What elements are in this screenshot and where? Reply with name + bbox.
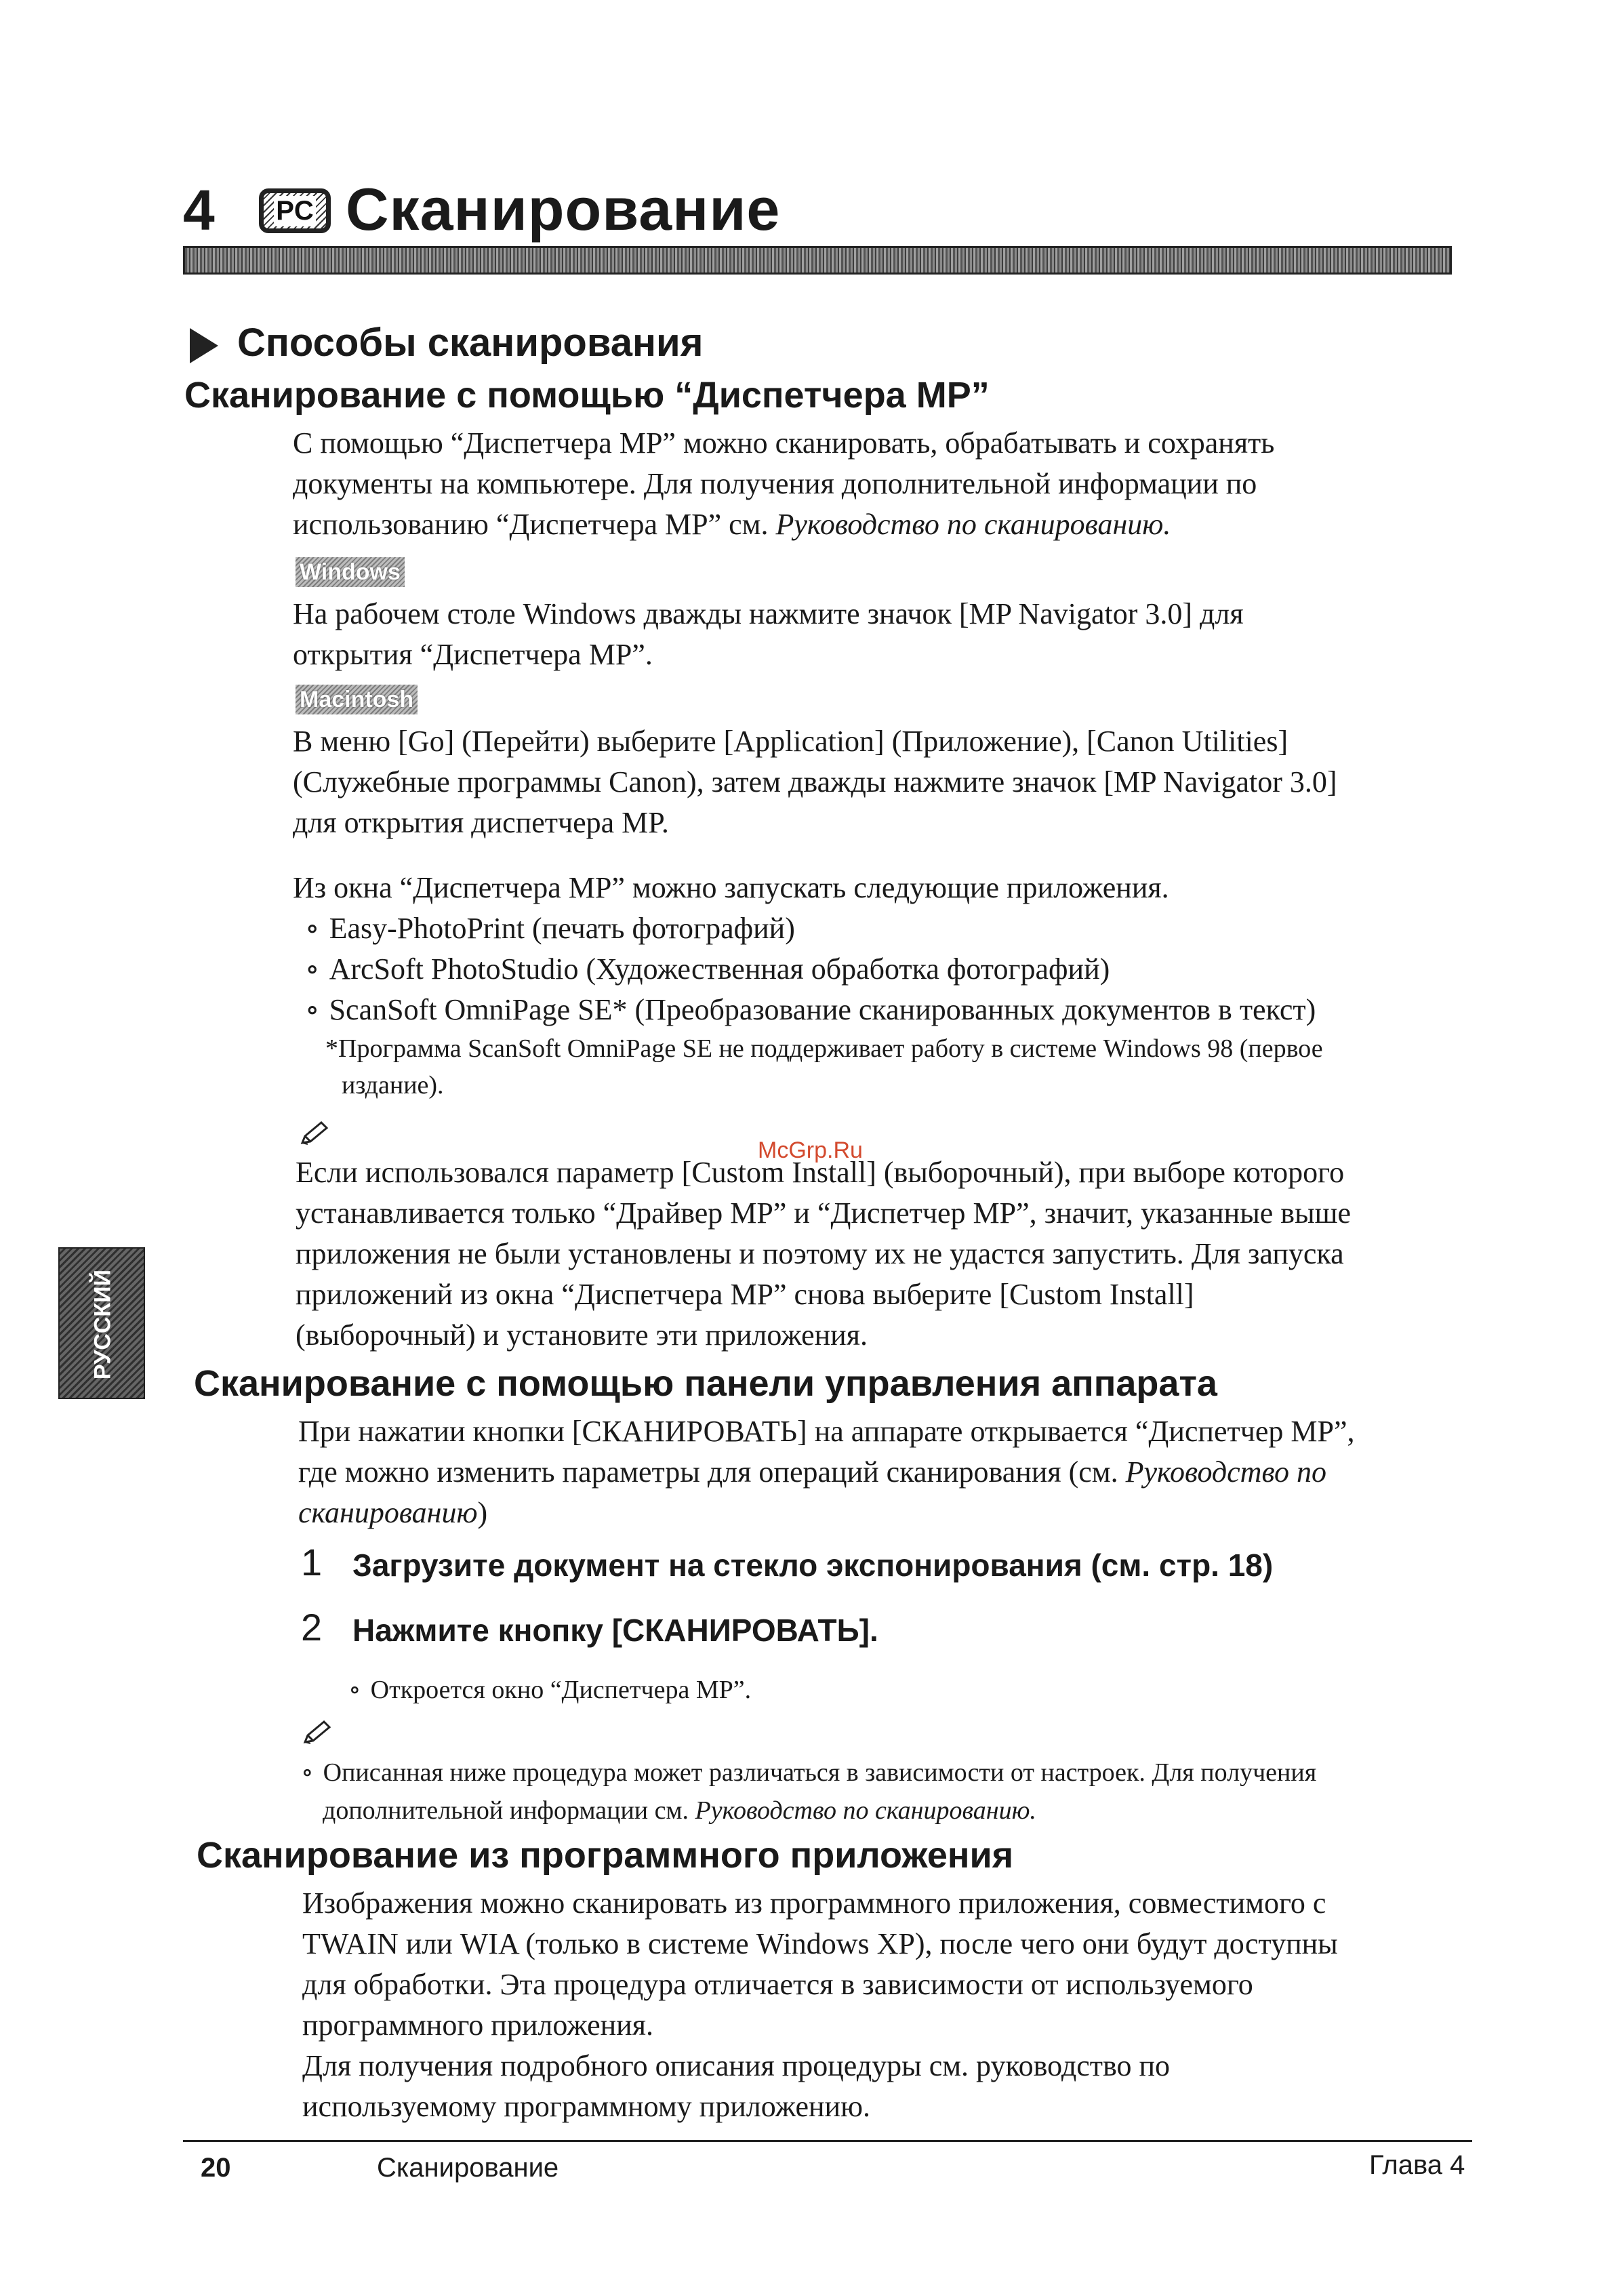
mac-text-line-1: В меню [Go] (Перейти) выберите [Application] (Приложение), [Canon Utilities] bbox=[293, 725, 1288, 758]
subsection-heading-panel: Сканирование с помощью панели управления аппарата bbox=[194, 1363, 1217, 1404]
note-line-5: (выборочный) и установите эти приложения. bbox=[296, 1318, 868, 1352]
language-side-tab bbox=[58, 1247, 145, 1399]
chapter-rule bbox=[183, 246, 1452, 275]
panel-note-line-2 bbox=[323, 1792, 1036, 1829]
pencil-note-icon-2 bbox=[301, 1719, 332, 1746]
step-1-text: Загрузите документ на стекло экспонирования (см. стр. 18) bbox=[352, 1548, 1274, 1583]
note-line-2: устанавливается только “Драйвер MP” и “Диспетчер MP”, значит, указанные выше bbox=[296, 1196, 1352, 1230]
macintosh-badge: Macintosh bbox=[296, 685, 418, 714]
note-line-1: Если использовался параметр [Custom Install] (выборочный), при выборе которого bbox=[296, 1156, 1345, 1189]
note-line-4: приложений из окна “Диспетчера MP” снова выберите [Custom Install] bbox=[296, 1278, 1194, 1311]
step-result-bullet: ∘ Откроется окно “Диспетчера MP”. bbox=[348, 1672, 751, 1708]
footnote-line-1: *Программа ScanSoft OmniPage SE не поддерживает работу в системе Windows 98 (первое bbox=[325, 1034, 1323, 1063]
windows-text-line-1: На рабочем столе Windows дважды нажмите значок [MP Navigator 3.0] для bbox=[293, 597, 1244, 630]
subsection-heading-app: Сканирование из программного приложения bbox=[197, 1835, 1014, 1876]
panel-manual-ref-end: сканированию bbox=[298, 1496, 478, 1529]
app-text-line-1: Изображения можно сканировать из программного приложения, совместимого с bbox=[302, 1886, 1326, 1920]
app-list-item-easy-photoprint: ∘ Easy-PhotoPrint (печать фотографий) bbox=[305, 908, 795, 949]
pc-badge-label: PC bbox=[274, 196, 316, 226]
mac-text-line-3: для открытия диспетчера MP. bbox=[293, 806, 669, 839]
section-title: Способы сканирования bbox=[237, 321, 704, 365]
footnote-line-2: издание). bbox=[342, 1071, 444, 1099]
panel-note-text: дополнительной информации см. bbox=[323, 1796, 695, 1825]
panel-text: где можно изменить параметры для операций сканирования (см. bbox=[298, 1455, 1126, 1489]
panel-text-line-2 bbox=[298, 1452, 1326, 1493]
mp-intro-line-1: С помощью “Диспетчера MP” можно сканировать, обрабатывать и сохранять bbox=[293, 426, 1275, 460]
app-list-item-omnipage: ∘ ScanSoft OmniPage SE* (Преобразование сканированных документов в текст) bbox=[305, 990, 1316, 1030]
apps-intro: Из окна “Диспетчера MP” можно запускать следующие приложения. bbox=[293, 871, 1169, 904]
language-tab-label: РУССКИЙ bbox=[89, 1269, 116, 1380]
chapter-number: 4 bbox=[183, 178, 215, 242]
app-text-line-6: используемому программному приложению. bbox=[302, 2090, 870, 2123]
footer-rule bbox=[183, 2140, 1472, 2142]
footer-title: Сканирование bbox=[377, 2153, 559, 2183]
panel-note-manual-ref: Руководство по сканированию. bbox=[695, 1796, 1036, 1825]
step-1-number: 1 bbox=[301, 1541, 323, 1583]
panel-text-line-1: При нажатии кнопки [СКАНИРОВАТЬ] на аппарате открывается “Диспетчер MP”, bbox=[298, 1415, 1355, 1448]
app-text-line-4: программного приложения. bbox=[302, 2008, 653, 2042]
app-text-line-2: TWAIN или WIA (только в системе Windows XP), после чего они будут доступны bbox=[302, 1927, 1338, 1960]
page-number: 20 bbox=[201, 2153, 231, 2183]
step-2-text: Нажмите кнопку [СКАНИРОВАТЬ]. bbox=[352, 1613, 878, 1648]
mp-intro-line-3 bbox=[293, 504, 1171, 545]
chapter-title: Сканирование bbox=[346, 176, 781, 243]
mp-intro-manual-ref: Руководство по сканированию. bbox=[775, 508, 1171, 541]
app-list-item-arcsoft: ∘ ArcSoft PhotoStudio (Художественная обработка фотографий) bbox=[305, 949, 1110, 990]
mp-intro-line-2: документы на компьютере. Для получения дополнительной информации по bbox=[293, 467, 1257, 500]
panel-note-line-1: ∘ Описанная ниже процедура может различаться в зависимости от настроек. Для получения bbox=[301, 1754, 1316, 1791]
pencil-note-icon bbox=[298, 1120, 329, 1147]
app-text-line-5: Для получения подробного описания процедуры см. руководство по bbox=[302, 2049, 1170, 2082]
panel-manual-ref: Руководство по bbox=[1125, 1455, 1326, 1489]
footer-chapter: Глава 4 bbox=[1369, 2150, 1465, 2180]
mac-text-line-2: (Служебные программы Canon), затем дважды нажмите значок [MP Navigator 3.0] bbox=[293, 765, 1337, 799]
note-line-3: приложения не были установлены и поэтому их не удастся запустить. Для запуска bbox=[296, 1237, 1344, 1270]
windows-text-line-2: открытия “Диспетчера MP”. bbox=[293, 638, 653, 671]
app-text-line-3: для обработки. Эта процедура отличается в зависимости от используемого bbox=[302, 1968, 1253, 2001]
panel-text-line-3 bbox=[298, 1493, 487, 1533]
windows-badge: Windows bbox=[296, 557, 405, 587]
mp-intro-text: использованию “Диспетчера MP” см. bbox=[293, 508, 776, 541]
watermark-text: McGrp.Ru bbox=[758, 1137, 863, 1163]
section-arrow-icon bbox=[190, 328, 218, 363]
subsection-heading-mp: Сканирование с помощью “Диспетчера MP” bbox=[184, 375, 990, 416]
panel-text-tail: ) bbox=[477, 1496, 488, 1529]
step-2-number: 2 bbox=[301, 1606, 323, 1649]
pc-icon bbox=[259, 188, 331, 233]
